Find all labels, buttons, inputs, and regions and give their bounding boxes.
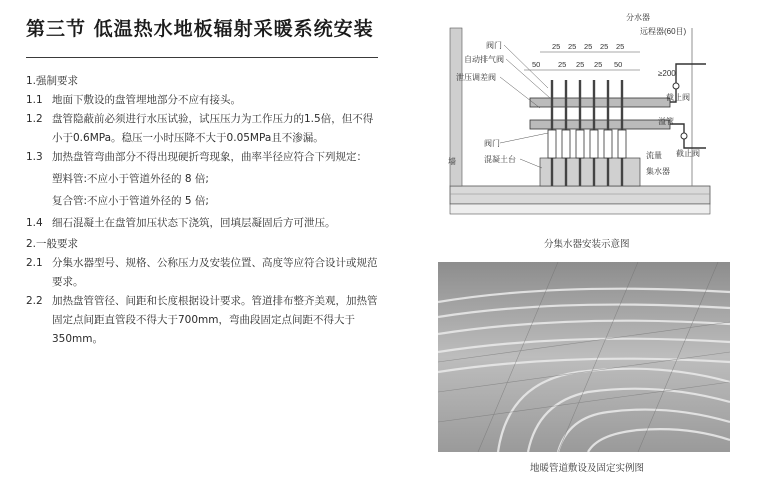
sub-item-composite: 复合管:不应小于管道外径的 5 倍;	[52, 195, 209, 207]
dim-label: 25	[584, 42, 593, 51]
dim-label: 25	[616, 42, 625, 51]
list-item	[26, 292, 382, 349]
label-concrete: 混凝土台	[484, 155, 516, 164]
label-valve: 阀门	[486, 41, 502, 50]
list-item	[26, 91, 382, 110]
list-item	[26, 214, 382, 233]
item-text: 细石混凝土在盘管加压状态下浇筑，回填层凝固后方可泄压。	[52, 217, 336, 229]
floor-heating-photo	[438, 262, 730, 452]
item-number: 1.4	[26, 217, 43, 229]
item-number: 2.2	[26, 295, 43, 307]
dim-label: 25	[558, 60, 567, 69]
item-number: 1.1	[26, 94, 43, 106]
label-auto-vent: 自动排气阀	[464, 55, 504, 64]
item-number: 1.2	[26, 113, 43, 125]
label-ge200: ≥200	[658, 69, 676, 78]
dim-label: 25	[552, 42, 561, 51]
label-bypass: 溢管	[658, 117, 674, 126]
item-text: 加热盘管管径、间距和长度根据设计要求。管道排布整齐美观，加热管固定点间距直管段不得大于700mm，弯曲段固定点间距不得大于350mm。	[52, 295, 378, 345]
item-text: 盘管隐蔽前必须进行水压试验，试压压力为工作压力的1.5倍，但不得小于0.6MPa。稳压一小时压降不大于0.05MPa且不渗漏。	[52, 113, 374, 144]
item-number: 2.1	[26, 257, 43, 269]
manifold-diagram	[444, 8, 716, 228]
label-collector-2: 集水器	[646, 167, 670, 176]
label-collector: 远程器(60目)	[640, 27, 687, 36]
title-divider	[26, 57, 378, 58]
label-vent-valve: 泄压调差阀	[456, 73, 496, 82]
label-floor-heating: 流量	[646, 151, 662, 160]
dim-label: 50	[532, 60, 541, 69]
label-wall: 墙	[448, 157, 456, 166]
item-text: 分集水器型号、规格、公称压力及安装位置、高度等应符合设计或规范要求。	[52, 257, 378, 288]
section-1-heading: 1.强制要求	[26, 75, 79, 87]
item-number: 1.3	[26, 151, 43, 163]
list-item	[26, 254, 382, 292]
label-distributor: 分水器	[626, 13, 650, 22]
sub-item-plastic: 塑料管:不应小于管道外径的 8 倍;	[52, 173, 209, 185]
dim-label: 25	[600, 42, 609, 51]
text-column	[26, 72, 382, 349]
section-2-heading: 2.一般要求	[26, 238, 79, 250]
item-text: 地面下敷设的盘管埋地部分不应有接头。	[52, 94, 241, 106]
dim-label: 25	[576, 60, 585, 69]
figure-1-caption: 分集水器安装示意图	[544, 239, 630, 250]
label-stop-valve-2: 截止阀	[676, 149, 700, 158]
page-title: 第三节 低温热水地板辐射采暖系统安装	[26, 18, 374, 40]
item-text: 加热盘管弯曲部分不得出现硬折弯现象，曲率半径应符合下列规定：	[52, 151, 367, 163]
list-item	[26, 110, 382, 148]
dim-label: 25	[568, 42, 577, 51]
list-item	[26, 148, 382, 167]
label-stop-valve: 截止阀	[666, 93, 690, 102]
dim-label: 25	[594, 60, 603, 69]
label-valve-2: 阀门	[484, 139, 500, 148]
dim-label: 50	[614, 60, 623, 69]
figure-2-caption: 地暖管道敷设及固定实例图	[530, 463, 645, 474]
